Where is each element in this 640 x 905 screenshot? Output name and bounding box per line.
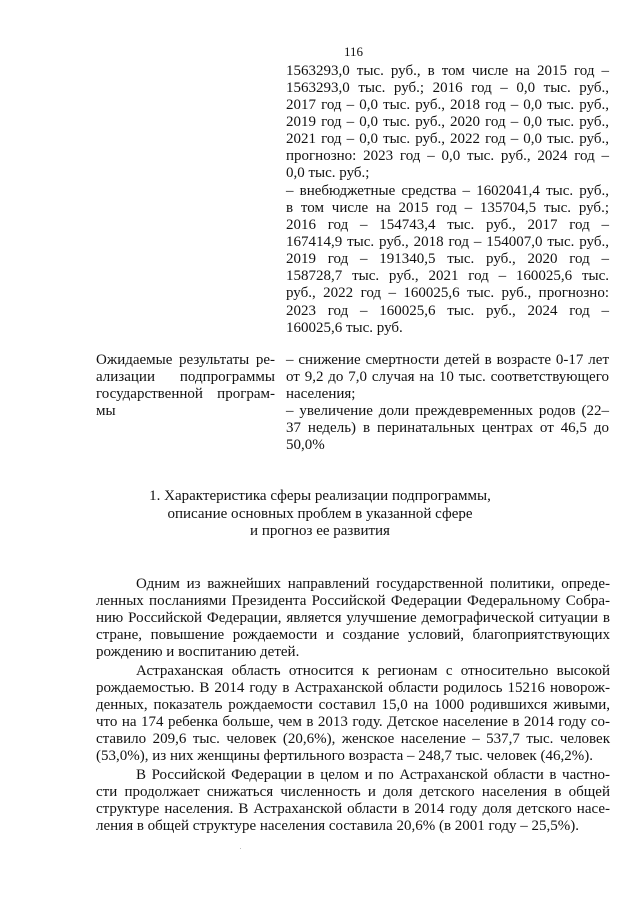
financing-line: 0,0 тыс. руб.; <box>286 165 370 181</box>
paragraph-line: стране, повышение рождаемости и создание условий, благоприятствующих <box>96 627 610 643</box>
page-number: 116 <box>344 44 364 59</box>
expected-results-label-line: Ожидаемые результаты ре- <box>96 352 275 368</box>
paragraph-line: Астраханская область относится к регионам с относительно высокой <box>136 663 610 679</box>
section-heading-line: описание основных проблем в указанной сфере <box>167 506 473 522</box>
paragraph-line: В Российской Федерации в целом и по Астраханской области в частно- <box>136 767 610 783</box>
financing-line: 160025,6 тыс. руб. <box>286 320 403 336</box>
paragraph-line: ставило 209,6 тыс. человек (20,6%), женское население – 537,7 тыс. человек <box>96 731 610 747</box>
expected-results-value-line: 50,0% <box>286 437 325 453</box>
expected-results-label-line: мы <box>96 403 116 419</box>
financing-line: в том числе на 2015 год – 135704,5 тыс. руб.; <box>286 200 609 216</box>
financing-line: 2019 год – 191340,5 тыс. руб., 2020 год – <box>286 251 609 267</box>
paragraph-line: рождаемостью. В 2014 году в Астраханской области родилось 15216 новорож- <box>96 680 610 696</box>
financing-line: 2023 год – 160025,6 тыс. руб., 2024 год – <box>286 303 609 319</box>
scan-speck <box>240 848 241 849</box>
financing-line: руб., 2022 год – 160025,6 тыс. руб., прогнозно: <box>286 285 609 301</box>
expected-results-value-line: населения; <box>286 386 356 402</box>
financing-line: 2019 год – 0,0 тыс. руб., 2020 год – 0,0 тыс. руб., <box>286 114 609 130</box>
financing-line: 158728,7 тыс. руб., 2021 год – 160025,6 тыс. <box>286 268 609 284</box>
paragraph-line: сти продолжает снижаться численность и доля детского населения в общей <box>96 784 610 800</box>
expected-results-value-line: 37 недель) в перинатальных центрах от 46,5 до <box>286 420 609 436</box>
paragraph-line: что на 174 ребенка больше, чем в 2013 году. Детское население в 2014 году со- <box>96 714 610 730</box>
financing-line: 1563293,0 тыс. руб., в том числе на 2015 год – <box>286 63 609 79</box>
paragraph-line: нию Российской Федерации, является улучшение демографической ситуации в <box>96 610 610 626</box>
financing-line: 1563293,0 тыс. руб.; 2016 год – 0,0 тыс. руб., <box>286 80 609 96</box>
expected-results-label-line: ализации подпрограммы <box>96 369 275 385</box>
expected-results-value-line: – снижение смертности детей в возрасте 0-17 лет <box>286 352 609 368</box>
expected-results-label-line: государственной програм- <box>96 386 275 402</box>
section-heading-line: и прогноз ее развития <box>250 523 390 539</box>
paragraph-line: Одним из важнейших направлений государственной политики, опреде- <box>136 576 610 592</box>
expected-results-value-line: от 9,2 до 7,0 случая на 10 тыс. соответствующего <box>286 369 609 385</box>
paragraph-line: ления в общей структуре населения составила 20,6% (в 2001 году – 25,5%). <box>96 818 580 834</box>
financing-line: 2016 год – 154743,4 тыс. руб., 2017 год – <box>286 217 609 233</box>
paragraph-line: денных, показатель рождаемости составил 15,0 на 1000 родившихся живыми, <box>96 697 610 713</box>
section-heading-line: 1. Характеристика сферы реализации подпрограммы, <box>149 488 491 504</box>
financing-line: 167414,9 тыс. руб., 2018 год – 154007,0 тыс. руб., <box>286 234 609 250</box>
paragraph-line: рождению и воспитанию детей. <box>96 644 300 660</box>
paragraph-line: (53,0%), из них женщины фертильного возраста – 248,7 тыс. человек (46,2%). <box>96 748 593 764</box>
paragraph-line: структуре населения. В Астраханской области в 2014 году доля детского насе- <box>96 801 610 817</box>
expected-results-value-line: – увеличение доли преждевременных родов (22– <box>286 403 609 419</box>
financing-line: 2021 год – 0,0 тыс. руб., 2022 год – 0,0 тыс. руб., <box>286 131 609 147</box>
paragraph-line: ленных посланиями Президента Российской Федерации Федеральному Собра- <box>96 593 610 609</box>
financing-line: прогнозно: 2023 год – 0,0 тыс. руб., 2024 год – <box>286 148 609 164</box>
financing-line: 2017 год – 0,0 тыс. руб., 2018 год – 0,0 тыс. руб., <box>286 97 609 113</box>
financing-line: – внебюджетные средства – 1602041,4 тыс. руб., <box>286 183 609 199</box>
